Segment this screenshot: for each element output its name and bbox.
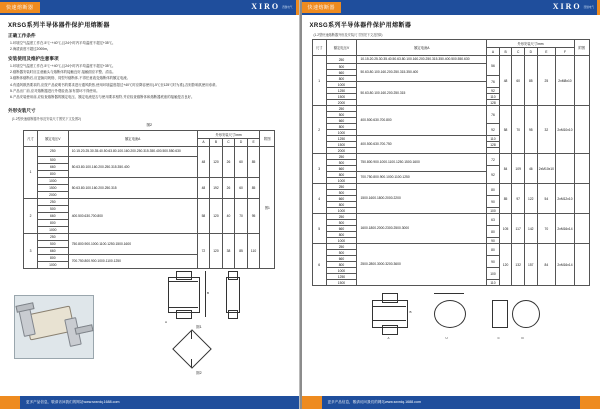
cell-voltage: 1500	[326, 142, 357, 148]
cell-voltage: 800	[37, 254, 68, 261]
cell-dim-a: 120	[499, 244, 512, 286]
cell-voltage: 1500	[326, 94, 357, 100]
note-install-2: 2.熔断器安装时应注意触头与熔断体的接触良好,接触面应平整、清洁。	[10, 70, 116, 75]
cell-voltage: 1000	[37, 226, 68, 233]
drawing-dim-label-c: C	[497, 336, 500, 340]
table-row	[24, 198, 275, 205]
cell-voltage: 250	[326, 184, 357, 190]
cell-voltage: 800	[326, 262, 357, 268]
note-install-5: 5.产品出厂前,应对熔断器进行外观检查,如有损坏不得使用。	[10, 88, 100, 93]
cell-side: 110	[487, 280, 500, 286]
cell-voltage: 800	[326, 172, 357, 178]
cell-voltage: 500	[326, 64, 357, 70]
th-dims: 外形安装尺寸/mm	[197, 130, 260, 138]
cell-dim-a: 58	[499, 106, 512, 154]
cell-side: 80	[487, 244, 500, 256]
right-page-title: XRSG系列半导体器件保护用熔断器	[309, 23, 412, 29]
cell-voltage: 1000	[326, 82, 357, 88]
cell-voltage: 800	[326, 76, 357, 82]
cell-dim-d: 70	[235, 198, 248, 233]
th-dims: 外形安装尺寸/mm	[487, 40, 575, 48]
cell-dim-c: 122	[524, 184, 537, 214]
footer-text: 更多产品信息，敬请访问我们的网站www.sxxrdq.1688.com	[26, 400, 120, 404]
cell-current: 50.63.80.100.160.200.250.315	[68, 177, 197, 198]
header-tab-label: 快速熔断器	[0, 2, 40, 13]
drawing-side-view	[226, 277, 240, 313]
table-row	[24, 177, 275, 184]
drawing-side-view-right	[492, 300, 508, 328]
figure-2-caption-top: 图2	[146, 122, 153, 127]
cell-voltage: 660	[326, 196, 357, 202]
drawing-front-view	[168, 277, 200, 313]
right-footer-bar	[302, 396, 600, 409]
cell-dim-c: 95	[524, 106, 537, 154]
footer-left-accent-2	[302, 396, 322, 409]
th-dim-d: D	[524, 48, 537, 56]
drawing-line-r1	[372, 306, 406, 307]
cell-dim-c: 26	[222, 146, 235, 177]
dimension-section-title: 外形安装尺寸	[8, 107, 36, 113]
drawing-side-top-tab	[228, 271, 238, 280]
cell-voltage: 250	[326, 106, 357, 112]
cell-current: 50.63.80.100.160.200.250.315.350.400	[357, 64, 487, 82]
cell-voltage: 1000	[326, 130, 357, 136]
drawing-line-2	[168, 307, 198, 308]
cell-voltage: 500	[326, 160, 357, 166]
note-correct-1: 1.环境空气温度工作在-5℃~+40℃,且24小时内平均温度不超过+35℃。	[10, 41, 116, 45]
th-dim-c: C	[222, 138, 235, 146]
brand-block	[251, 2, 292, 11]
cell-voltage: 1000	[326, 178, 357, 184]
drawing-side-bottom-tab	[228, 310, 238, 319]
cell-dim-d: 70	[537, 214, 556, 244]
cell-side: 72	[487, 154, 500, 166]
cell-current: 700.750.800.900.1000.1100.1250	[357, 172, 487, 184]
drawing-dim-label-d: D	[521, 336, 524, 340]
cell-current: 1500.1600.1800.2000.2200	[357, 184, 487, 214]
cell-remark	[574, 106, 589, 154]
th-size: 尺寸	[312, 40, 326, 56]
cell-dim-e: 2xM16x14	[556, 214, 575, 244]
right-figures-area	[302, 290, 600, 348]
drawing-end-view-right	[512, 300, 540, 328]
drawing-bottom-tab-right	[382, 325, 398, 335]
note-install-1: 1.环境空气温度工作在-5℃~+40℃,且24小时内平均温度不超过+35℃。	[10, 64, 116, 69]
cell-voltage: 500	[37, 156, 68, 163]
cell-remark: 图1	[260, 146, 275, 268]
cell-dim-e: 2xM8x10	[556, 56, 575, 106]
cell-dim-b: 120	[210, 233, 223, 268]
product-photo	[14, 295, 94, 359]
cell-dim-e: 2xM12x10	[556, 184, 575, 214]
cell-size: 2	[24, 198, 38, 233]
note-correct-2: 2.海拔高度不超过2000m。	[10, 47, 51, 52]
cell-size: 4	[312, 184, 326, 214]
cell-remark	[574, 56, 589, 106]
drawing-dim-text-a: A	[165, 319, 168, 324]
right-header-bar	[302, 0, 600, 15]
cell-current: 750.800.900.1000.1100.1250.1500.1600	[68, 233, 197, 254]
cell-dim-d: 2xM10x10	[537, 154, 556, 184]
table-row	[312, 56, 589, 64]
cell-voltage: 660	[37, 247, 68, 254]
cell-voltage: 800	[37, 170, 68, 177]
th-size: 尺寸	[24, 130, 38, 146]
cell-dim-a: 72	[197, 233, 210, 268]
cell-current: 1600.1800.2000.2300.2500.3000	[357, 214, 487, 244]
cell-dim-c: 142	[524, 214, 537, 244]
cell-side: 128	[487, 142, 500, 148]
section-install-notes: 安装使用及维护注意事项	[8, 56, 59, 62]
cell-dim-e: 85	[247, 146, 260, 177]
th-current: 额定电流A	[68, 130, 197, 146]
cell-side: 92	[487, 124, 500, 136]
drawing-top-tab-right	[382, 293, 398, 303]
th-dim-e: E	[247, 138, 260, 146]
th-voltage: 额定电压V	[37, 130, 68, 146]
cell-dim-d: 60	[235, 146, 248, 177]
cell-dim-e: 95	[247, 198, 260, 233]
cell-voltage: 250	[326, 214, 357, 220]
cell-dim-d: 32	[537, 106, 556, 154]
drawing-dim-label-a: A	[387, 336, 390, 340]
drawing-stud-bottom	[191, 359, 192, 367]
th-remark: 附图	[260, 130, 275, 146]
cell-voltage: 660	[37, 163, 68, 170]
cell-side: 110	[487, 94, 500, 100]
cell-voltage: 800	[326, 232, 357, 238]
cell-dim-b: 120	[210, 146, 223, 177]
cell-current: 10.15.20.25.30.35.40.50.63.80.100.160.200.250.315.350.400.500.550.630	[357, 56, 487, 64]
cell-remark	[574, 154, 589, 184]
cell-dim-a: 48	[197, 146, 210, 177]
cell-remark	[574, 244, 589, 286]
th-dim-d: D	[235, 138, 248, 146]
th-dim-f: F	[556, 48, 575, 56]
cell-voltage: 250	[326, 154, 357, 160]
cell-voltage: 1500	[326, 280, 357, 286]
drawing-round-view	[434, 300, 466, 328]
brand-sub: 西继电气	[282, 5, 293, 9]
cell-size: 2	[312, 106, 326, 154]
cell-current: 750.800.900.1000.1100.1250.1500.1600	[357, 154, 487, 172]
cell-current: 400.500.630.700.800	[68, 198, 197, 233]
cell-side: 92	[487, 88, 500, 94]
drawing-stud-top	[191, 331, 192, 339]
cell-size: 3	[24, 233, 38, 268]
cell-side: 90	[487, 196, 500, 208]
drawing-diamond-view	[172, 329, 212, 369]
cell-current: 10.15.20.25.30.35.40.50.63.80.100.160.200.250.315.350.400.500.550.630	[68, 146, 197, 156]
cell-dim-c: 85	[524, 56, 537, 106]
cell-voltage: 800	[326, 124, 357, 130]
cell-size: 5	[312, 214, 326, 244]
cell-dim-d: 54	[537, 184, 556, 214]
cell-voltage: 660	[326, 256, 357, 262]
cell-remark	[574, 214, 589, 244]
table-row	[24, 146, 275, 156]
footer-text-right: 更多产品信息，敬请访问我们的网站www.sxxrdq.1688.com	[327, 400, 421, 404]
drawing-dim-text-b: B	[207, 290, 210, 295]
left-dimension-table	[23, 130, 275, 269]
cell-dim-a: 58	[197, 198, 210, 233]
left-figures-area	[0, 273, 299, 393]
right-dimension-table	[312, 39, 590, 286]
drawing-top-tab	[176, 271, 192, 280]
cell-voltage: 500	[326, 250, 357, 256]
drawing-line-1	[168, 281, 198, 282]
cell-voltage: 1500	[37, 184, 68, 191]
cell-dim-c: 38	[222, 233, 235, 268]
cell-voltage: 250	[326, 244, 357, 250]
header-tab-label-right: 快速熔断器	[302, 2, 342, 13]
cell-dim-e: 2xM10x10	[556, 106, 575, 154]
cell-voltage: 500	[326, 112, 357, 118]
cell-voltage: 250	[37, 146, 68, 156]
cell-voltage: 660	[326, 70, 357, 76]
cell-side: 110	[487, 136, 500, 142]
left-page-title: XRSG系列半导体器件保护用熔断器	[8, 23, 110, 29]
cell-voltage: 660	[37, 212, 68, 219]
cell-dim-b: 60	[512, 56, 525, 106]
cell-side: 100	[487, 268, 500, 280]
cell-dim-e: 110	[247, 233, 260, 268]
cell-dim-a: 85	[499, 184, 512, 214]
cell-side: 63	[487, 214, 500, 226]
cell-dim-b: 192	[210, 177, 223, 198]
cell-side: 90	[487, 256, 500, 268]
cell-dim-b: 120	[210, 198, 223, 233]
cell-voltage: 1000	[326, 238, 357, 244]
th-dim-a: A	[197, 138, 210, 146]
cell-voltage: 800	[326, 202, 357, 208]
cell-dim-b: 70	[512, 106, 525, 154]
cell-dim-a: 84	[499, 154, 512, 184]
cell-voltage: 2000	[37, 191, 68, 198]
figure-1-caption: 图1	[196, 324, 202, 329]
cell-dim-b: 117	[512, 214, 525, 244]
cell-voltage: 1250	[326, 274, 357, 280]
cell-size: 3	[312, 154, 326, 184]
right-dim-sub: (1.2型快速熔断器外形及安装尺寸图见下文及图2)	[313, 33, 383, 37]
cell-voltage: 250	[37, 233, 68, 240]
cell-dim-c: 26	[222, 177, 235, 198]
th-dim-c: C	[512, 48, 525, 56]
figure-2-caption-bottom: 图2	[196, 370, 202, 375]
right-page	[302, 0, 600, 409]
brand-sub-right: 西继电气	[583, 5, 594, 9]
cell-voltage: 2000	[326, 100, 357, 106]
cell-dim-b: 97	[512, 184, 525, 214]
cell-side: 100	[487, 208, 500, 214]
cell-size: 6	[312, 244, 326, 286]
cell-size: 1	[24, 146, 38, 198]
left-footer-bar	[0, 396, 299, 409]
cell-voltage: 1000	[37, 177, 68, 184]
th-dim-a: A	[487, 48, 500, 56]
cell-side: 80	[487, 226, 500, 238]
cell-voltage: 500	[37, 240, 68, 247]
cell-voltage: 660	[326, 118, 357, 124]
cell-current: 2500.2800.3000.3200.3600	[357, 244, 487, 286]
cell-side: 80	[487, 184, 500, 196]
th-dim-b: B	[499, 48, 512, 56]
cell-dim-d: 85	[235, 233, 248, 268]
brand-block-right	[553, 2, 594, 11]
cell-current: 50.63.80.100.160.200.250.315	[357, 82, 487, 106]
drawing-bottom-tab	[176, 310, 192, 319]
drawing-line-r2	[372, 320, 406, 321]
header-right-accent	[296, 0, 299, 15]
cell-voltage: 1000	[37, 261, 68, 268]
cell-dim-b: 109	[512, 154, 525, 184]
cell-voltage: 1250	[326, 136, 357, 142]
cell-dim-c: 46	[524, 154, 537, 184]
cell-side: 56	[487, 56, 500, 76]
note-install-4: 4.有通风散热要求的,应按产品说明书的要求进行通风散热,使用环境温度超过+40℃时应降容使用(-5℃至125℃时为准),否则影响其使用寿命。	[10, 82, 219, 87]
cell-dim-b: 132	[512, 244, 525, 286]
cell-current: 700.750.800.900.1000.1100.1250	[68, 254, 197, 268]
fuse-blade-left	[15, 302, 34, 313]
cell-side: 76	[487, 106, 500, 124]
cell-current: 400.500.630.700.750	[357, 136, 487, 154]
cell-dim-e: 85	[247, 177, 260, 198]
cell-voltage: 250	[37, 198, 68, 205]
cell-voltage: 1000	[326, 208, 357, 214]
cell-dim-c: 157	[524, 244, 537, 286]
drawing-round-top-line	[434, 293, 464, 294]
cell-size: 1	[312, 56, 326, 106]
cell-dim-a: 105	[499, 214, 512, 244]
cell-side: 90	[487, 238, 500, 244]
th-current: 额定电流A	[357, 40, 487, 56]
cell-current: 400.500.630.700.800	[357, 106, 487, 136]
cell-dim-a: 48	[197, 177, 210, 198]
footer-left-accent	[0, 396, 20, 409]
cell-side: 92	[487, 166, 500, 184]
note-install-6: 6.产品安装使用前,应检查熔断器的额定电压、额定电流是否与使用要求相符,并应检查熔断体和熔断器底座的接触是否良好。	[10, 94, 195, 99]
cell-voltage: 660	[326, 226, 357, 232]
note-install-3: 3.熔断体熔断后,应更换同规格、同型号熔断体,不得任意改变熔断体的额定电流。	[10, 76, 130, 81]
th-dim-b: B	[210, 138, 223, 146]
brand-logo-right: XIRO	[552, 2, 582, 11]
cell-side: 128	[487, 100, 500, 106]
cell-current: 50.63.80.100.160.200.250.315.350.400	[68, 156, 197, 177]
cell-voltage: 800	[37, 219, 68, 226]
cell-voltage: 250	[326, 56, 357, 64]
th-remark: 附图	[574, 40, 589, 56]
cell-remark	[574, 184, 589, 214]
drawing-dim-line-v	[205, 271, 206, 317]
cell-dim-d: 60	[235, 177, 248, 198]
table-header-row	[24, 130, 275, 138]
cell-dim-d: 84	[537, 244, 556, 286]
cell-dim-e	[556, 154, 575, 184]
dimension-section-sub: (1.2型快速熔断器外形及安装尺寸图见下文及图2)	[12, 116, 81, 121]
cell-dim-e: 2xM16x14	[556, 244, 575, 286]
brand-logo: XIRO	[251, 2, 281, 11]
section-correct-conditions: 正确工作条件	[8, 33, 36, 38]
cell-voltage: 1250	[326, 88, 357, 94]
footer-right-accent	[580, 396, 600, 409]
left-header-bar	[0, 0, 299, 15]
cell-voltage: 2000	[326, 148, 357, 154]
cell-voltage: 660	[326, 166, 357, 172]
cell-voltage: 1000	[326, 268, 357, 274]
drawing-dim-label-u: U	[445, 336, 448, 340]
table-header-row	[312, 40, 589, 48]
cell-voltage: 500	[326, 220, 357, 226]
cell-dim-c: 40	[222, 198, 235, 233]
cell-dim-a: 48	[499, 56, 512, 106]
cell-voltage: 500	[37, 205, 68, 212]
cell-voltage: 500	[326, 190, 357, 196]
cell-side: 76	[487, 76, 500, 88]
table-row	[24, 233, 275, 240]
drawing-front-view-right	[372, 300, 408, 328]
drawing-dim-label-b: B	[409, 310, 412, 314]
th-dim-e: E	[537, 48, 556, 56]
th-voltage: 额定电压V	[326, 40, 357, 56]
cell-dim-d: 25	[537, 56, 556, 106]
